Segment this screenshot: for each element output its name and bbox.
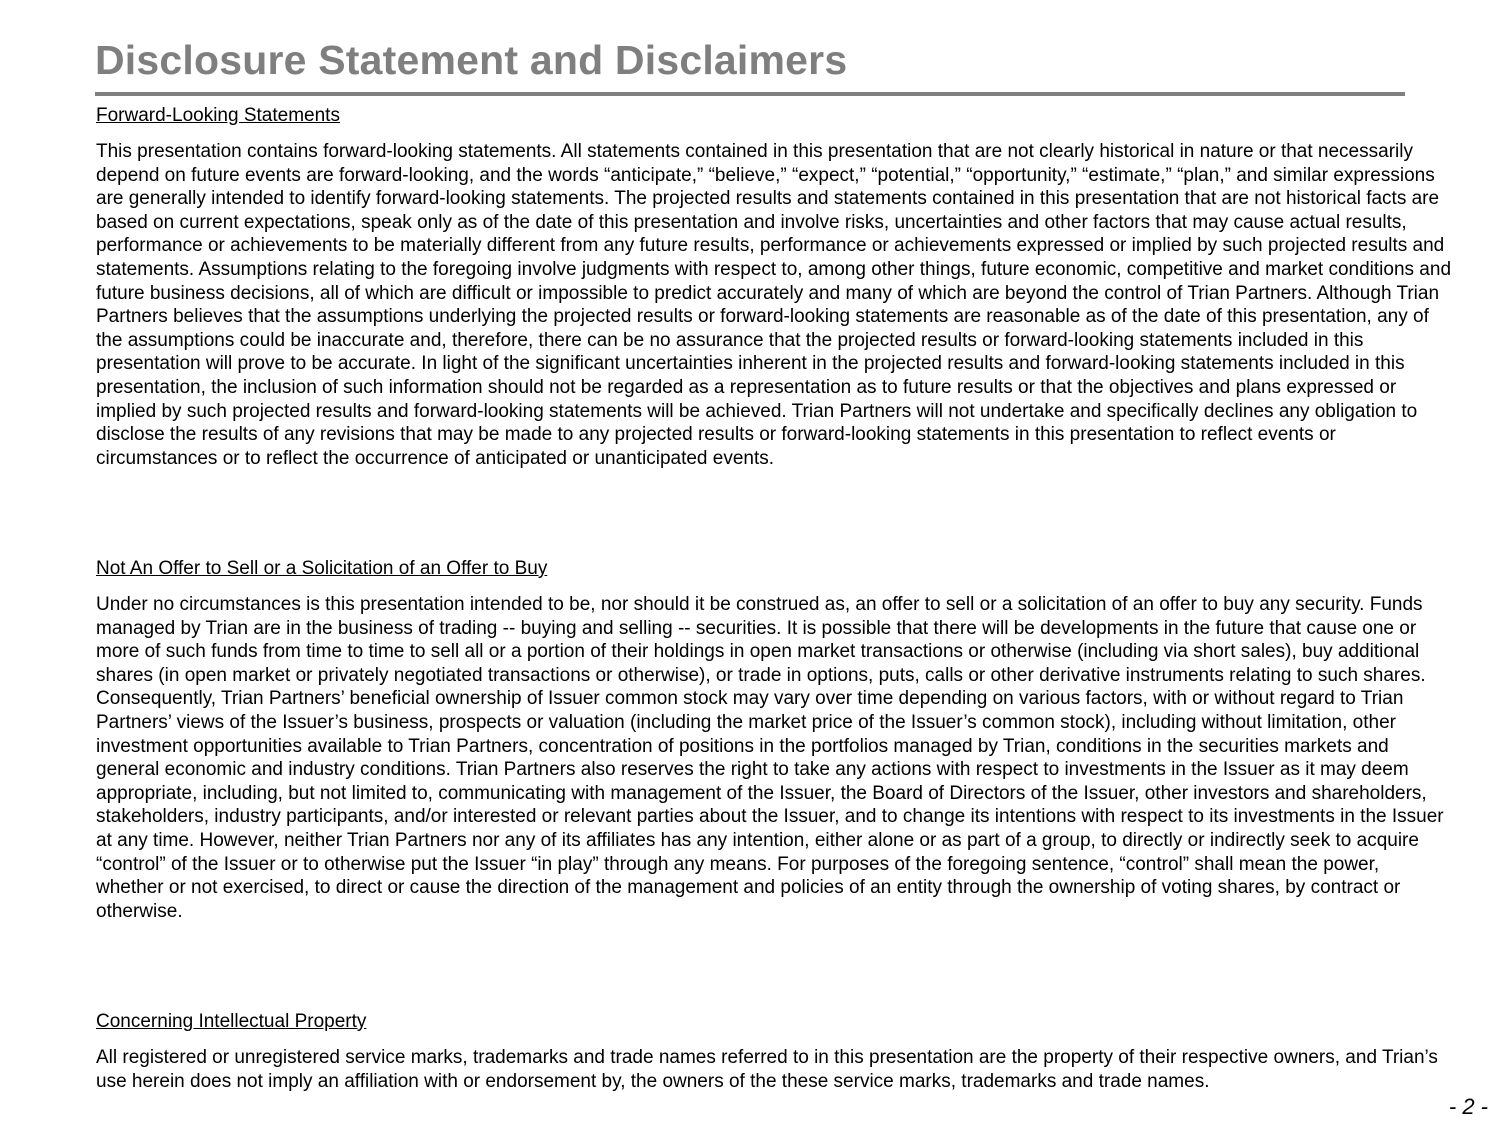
section-heading: Forward-Looking Statements [96,105,340,126]
section-not-an-offer [96,557,1451,923]
page-number: - 2 - [1448,1094,1488,1119]
page-title: Disclosure Statement and Disclaimers [95,37,848,83]
section-forward-looking-statements [96,104,1451,470]
section-heading: Not An Offer to Sell or a Solicitation of an Offer to Buy [96,558,548,579]
section-body: Under no circumstances is this presentation intended to be, nor should it be construed as, an offer to sell or a solicitation of an offer to buy any security. Funds managed by Trian are in the business of trading -- buying and selling -- securities. It is possible that there will be developments in the future that cause one or more of such funds from time to time to sell all or a portion of their holdings in open market transactions or otherwise (including via short sales), buy additional shares (in open market or privately negotiated transactions or otherwise), or trade in options, puts, calls or other derivative instruments relating to such shares. Consequently, Trian Partners’ beneficial ownership of Issuer common stock may vary over time depending on various factors, with or without regard to Trian Partners’ views of the Issuer’s business, prospects or valuation (including the market price of the Issuer’s common stock), including without limitation, other investment opportunities available to Trian Partners, concentration of positions in the portfolios managed by Trian, conditions in the securities markets and general economic and industry conditions. Trian Partners also reserves the right to take any actions with respect to investments in the Issuer as it may deem appropriate, including, but not limited to, communicating with management of the Issuer, the Board of Directors of the Issuer, other investors and shareholders, stakeholders, industry participants, and/or interested or relevant parties about the Issuer, and to change its intentions with respect to its investments in the Issuer at any time. However, neither Trian Partners nor any of its affiliates has any intention, either alone or as part of a group, to directly or indirectly seek to acquire “control” of the Issuer or to otherwise put the Issuer “in play” through any means. For purposes of the foregoing sentence, “control” shall mean the power, whether or not exercised, to direct or cause the direction of the management and policies of an entity through the ownership of voting shares, by contract or otherwise. [96,594,1444,922]
section-body: All registered or unregistered service marks, trademarks and trade names referred to in this presentation are the property of their respective owners, and Trian’s use herein does not imply an affiliation with or endorsement by, the owners of the these service marks, trademarks and trade names. [96,1047,1438,1092]
title-divider [95,92,1405,96]
section-body: This presentation contains forward-looking statements. All statements contained in this presentation that are not clearly historical in nature or that necessarily depend on future events are forward-looking, and the words “anticipate,” “believe,” “expect,” “potential,” “opportunity,” “estimate,” “plan,” and similar expressions are generally intended to identify forward-looking statements. The projected results and statements contained in this presentation that are not historical facts are based on current expectations, speak only as of the date of this presentation and involve risks, uncertainties and other factors that may cause actual results, performance or achievements to be materially different from any future results, performance or achievements expressed or implied by such projected results and statements. Assumptions relating to the foregoing involve judgments with respect to, among other things, future economic, competitive and market conditions and future business decisions, all of which are difficult or impossible to predict accurately and many of which are beyond the control of Trian Partners. Although Trian Partners believes that the assumptions underlying the projected results or forward-looking statements are reasonable as of the date of this presentation, any of the assumptions could be inaccurate and, therefore, there can be no assurance that the projected results or forward-looking statements included in this presentation will prove to be accurate. In light of the significant uncertainties inherent in the projected results and forward-looking statements included in this presentation, the inclusion of such information should not be regarded as a representation as to future results or that the objectives and plans expressed or implied by such projected results and forward-looking statements will be achieved. Trian Partners will not undertake and specifically declines any obligation to disclose the results of any revisions that may be made to any projected results or forward-looking statements in this presentation to reflect events or circumstances or to reflect the occurrence of anticipated or unanticipated events. [96,141,1452,469]
section-intellectual-property [96,1010,1451,1093]
section-heading: Concerning Intellectual Property [96,1011,367,1032]
